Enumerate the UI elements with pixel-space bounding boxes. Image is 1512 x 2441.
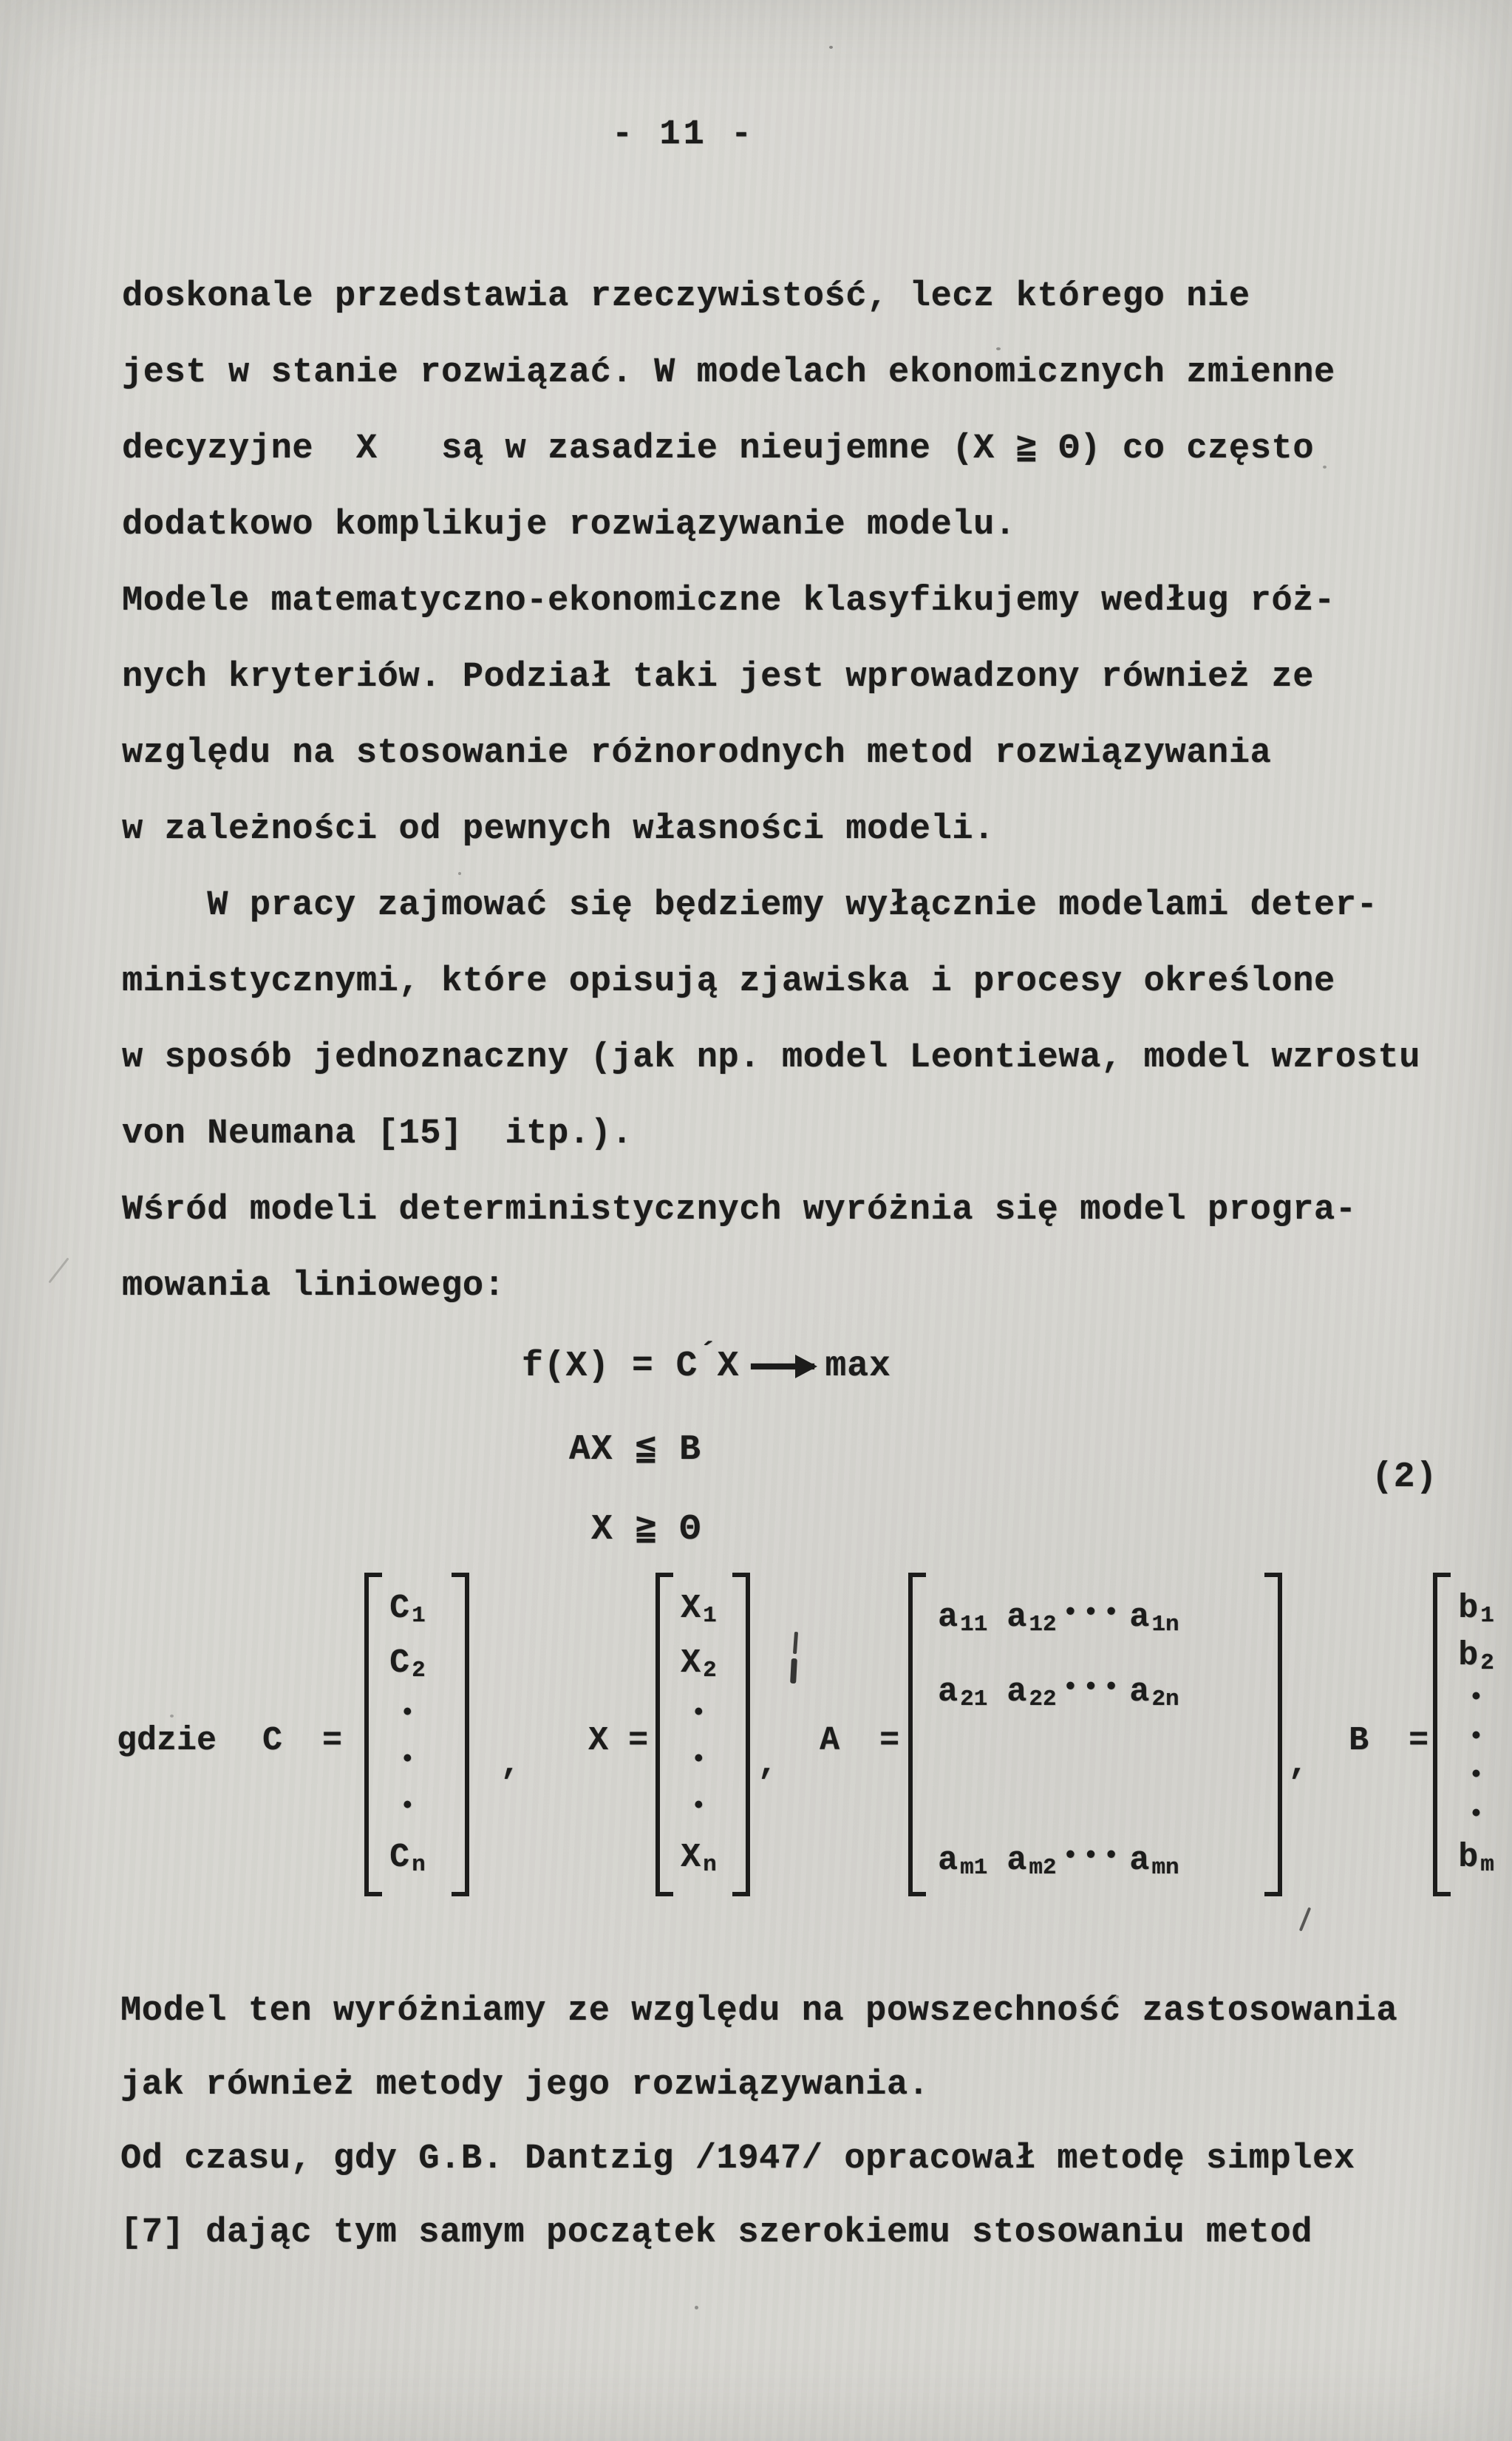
vector-entry-subscript: 2 [703, 1658, 717, 1683]
matrix-entry: a [938, 1599, 958, 1636]
paper-speck [996, 347, 1001, 350]
text-line: w sposób jednoznaczny (jak np. model Leontiewa, model wzrostu [122, 1038, 1421, 1077]
text-line: von Neumana [15] itp.). [122, 1114, 633, 1154]
vector-entry-subscript: 1 [1480, 1603, 1494, 1629]
matrix-entry: a [938, 1673, 958, 1711]
vector-entry: X [681, 1590, 701, 1627]
comma-separator: , [500, 1745, 521, 1783]
matrix-entry: a [1007, 1599, 1027, 1636]
text-line: [7] dając tym samym początek szerokiemu stosowaniu metod [120, 2213, 1313, 2253]
vertical-ellipsis-dot: • [1468, 1684, 1484, 1712]
vector-b [1433, 1573, 1512, 1896]
objective-variable: X [717, 1347, 740, 1386]
pencil-mark-artifact [48, 1258, 69, 1284]
paper-speck [695, 2306, 698, 2309]
vector-entry: b [1458, 1636, 1479, 1675]
horizontal-ellipsis: ••• [1062, 1840, 1124, 1871]
equation-constraint-1: AX ≦ B [569, 1430, 701, 1470]
matrix-entry-subscript: 12 [1029, 1612, 1057, 1638]
matrix-entry: a [1007, 1842, 1027, 1879]
vertical-ellipsis-dot: • [1468, 1762, 1484, 1790]
vector-x [655, 1573, 750, 1896]
paper-speck [829, 46, 833, 49]
slash-mark-artifact [1299, 1907, 1311, 1931]
vertical-ellipsis-dot: • [400, 1746, 415, 1774]
matrix-entry-subscript: mn [1151, 1855, 1179, 1881]
matrix-entry-subscript: m2 [1029, 1855, 1057, 1881]
matrix-definitions-row [117, 1573, 1512, 1896]
paragraph-block-top [122, 259, 1460, 1324]
vector-entry: C [389, 1644, 410, 1682]
equation-constraint-2: X ≧ Θ [591, 1510, 702, 1550]
vector-c [364, 1573, 469, 1896]
matrix-entry-subscript: 11 [960, 1612, 988, 1638]
paper-speck [1323, 466, 1327, 469]
page-number: - 11 - [612, 115, 755, 154]
matrix-entry-subscript: 22 [1029, 1686, 1057, 1712]
comma-separator: , [757, 1745, 778, 1783]
matrix-a-row [938, 1672, 1256, 1712]
vector-entry: X [681, 1644, 701, 1682]
matrix-a-row [938, 1840, 1256, 1881]
horizontal-ellipsis: ••• [1062, 1597, 1124, 1628]
vector-entry-subscript: 2 [412, 1658, 426, 1683]
matrix-entry: a [938, 1842, 958, 1879]
matrix-a-row [938, 1597, 1256, 1638]
text-line: Wśród modeli deterministycznych wyróżnia się model progra- [122, 1191, 1357, 1230]
vector-entry: C [389, 1839, 410, 1876]
objective-prefix: f(X) = C [522, 1347, 698, 1386]
vertical-ellipsis-dot: • [1468, 1723, 1484, 1751]
matrix-entry-subscript: 1n [1151, 1612, 1179, 1638]
text-line: Model ten wyróżniamy ze względu na powszechność zastosowania [120, 1992, 1398, 2031]
vertical-ellipsis-dot: • [691, 1700, 706, 1728]
matrix-entry-subscript: 2n [1151, 1686, 1179, 1712]
vector-entry-subscript: n [703, 1852, 717, 1878]
matrix-entry-subscript: 21 [960, 1686, 988, 1712]
matrix-entry: a [1129, 1842, 1150, 1879]
vertical-ellipsis-dot: • [1468, 1800, 1484, 1829]
arrow-right-icon [751, 1364, 814, 1369]
matrix-entry: a [1129, 1599, 1150, 1636]
vertical-ellipsis-dot: • [400, 1700, 415, 1728]
vector-entry-subscript: 1 [412, 1603, 426, 1629]
comma-separator: , [1288, 1745, 1309, 1783]
vector-entry: b [1458, 1590, 1479, 1627]
matrix-a-label: A = [800, 1721, 900, 1760]
text-line: jest w stanie rozwiązać. W modelach ekonomicznych zmienne [122, 353, 1335, 392]
objective-target: max [825, 1347, 891, 1386]
horizontal-ellipsis: ••• [1062, 1672, 1124, 1703]
vertical-ellipsis-dot: • [400, 1793, 415, 1821]
vector-entry-subscript: 1 [703, 1603, 717, 1629]
matrix-x-label: X = [588, 1721, 649, 1760]
vector-entry-subscript: n [412, 1852, 426, 1878]
matrix-a [908, 1573, 1282, 1896]
text-line: ministycznymi, które opisują zjawiska i procesy określone [122, 962, 1335, 1001]
matrix-entry: a [1129, 1673, 1150, 1711]
text-line: decyzyjne X są w zasadzie nieujemne (X ≧ Θ) co często [122, 429, 1315, 469]
paragraph-block-bottom [120, 1975, 1473, 2270]
text-line: nych kryteriów. Podział taki jest wprowadzony również ze [122, 658, 1315, 697]
text-line: dodatkowo komplikuje rozwiązywanie modelu. [122, 505, 1016, 545]
vector-entry: b [1458, 1839, 1479, 1876]
paper-speck [170, 1715, 174, 1717]
vector-entry-subscript: m [1480, 1852, 1494, 1878]
text-line: doskonale przedstawia rzeczywistość, lecz którego nie [122, 277, 1250, 316]
matrix-entry-subscript: m1 [960, 1855, 988, 1881]
vector-entry: C [389, 1590, 410, 1627]
paper-speck [1116, 1995, 1119, 1998]
text-line: W pracy zajmować się będziemy wyłącznie modelami deter- [122, 886, 1378, 925]
vertical-ellipsis-dot: • [691, 1746, 706, 1774]
matrix-b-label: B = [1329, 1721, 1429, 1760]
text-line: Modele matematyczno-ekonomiczne klasyfikujemy według róż- [122, 582, 1335, 621]
prime-mark: ´ [698, 1337, 718, 1372]
vector-entry: X [681, 1839, 701, 1876]
intro-word: gdzie [117, 1721, 217, 1760]
equation-number: (2) [1372, 1457, 1438, 1497]
text-line: względu na stosowanie różnorodnych metod rozwiązywania [122, 734, 1272, 773]
equation-objective-line [522, 1337, 891, 1386]
matrix-c-label: C = [262, 1721, 343, 1760]
text-line: w zależności od pewnych własności modeli. [122, 810, 995, 849]
text-line: mowania liniowego: [122, 1267, 505, 1306]
paper-speck [458, 872, 461, 875]
matrix-entry: a [1007, 1673, 1027, 1711]
vertical-ellipsis-dot: • [691, 1793, 706, 1821]
text-line: Od czasu, gdy G.B. Dantzig /1947/ opracował metodę simplex [120, 2139, 1355, 2179]
vector-entry-subscript: 2 [1480, 1650, 1494, 1676]
text-line: jak również metody jego rozwiązywania. [120, 2066, 930, 2105]
